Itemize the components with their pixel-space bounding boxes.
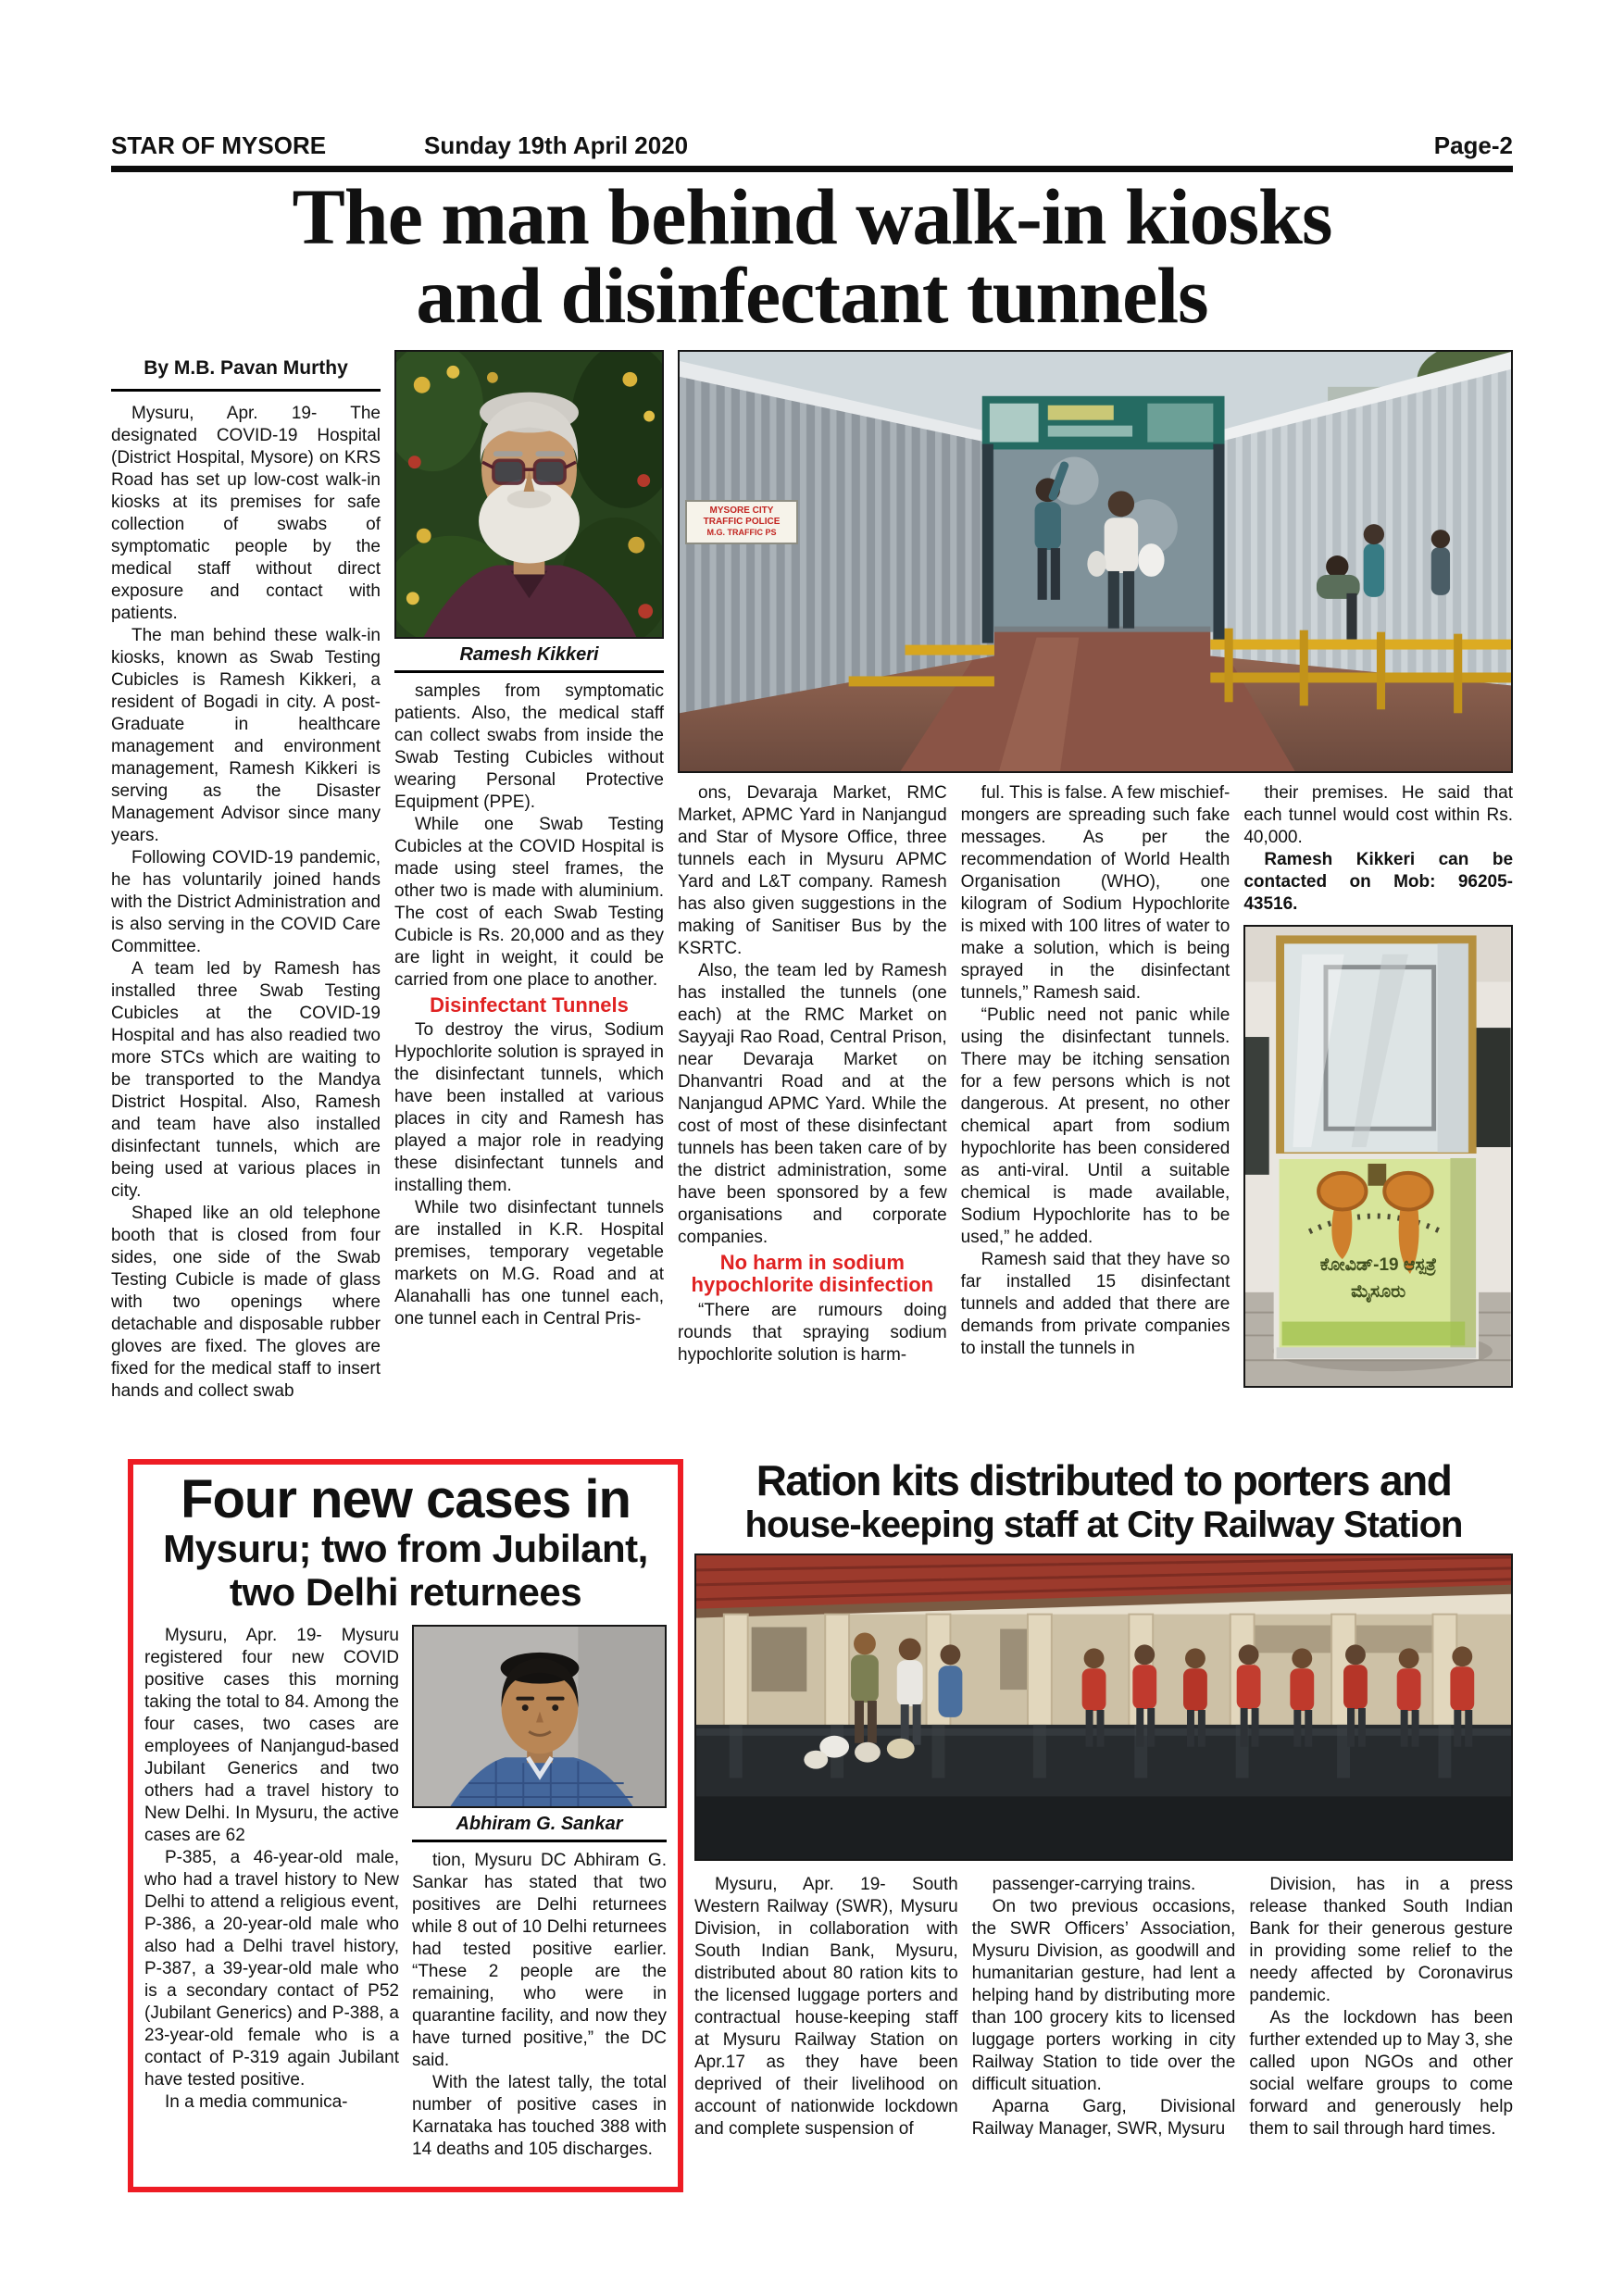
body-paragraph: their premises. He said that each tunnel would cost within Rs. 40,000.	[1243, 783, 1514, 848]
ration-headline-line1: Ration kits distributed to porters and	[756, 1456, 1452, 1505]
body-paragraph: Ramesh said that they have so far installed 15 disinfectant tunnels and added that there are demands from private companies to install the tunnels in	[960, 1250, 1230, 1359]
body-paragraph: While two disinfectant tunnels are installed in K.R. Hospital premises, temporary vegetable markets on M.G. Road and at Alanahalli has one tunnel each, one tunnel each in Central Pris-	[394, 1198, 664, 1329]
lead-headline-line2: and disinfectant tunnels	[416, 251, 1208, 341]
body-paragraph: Also, the team led by Ramesh has installed the tunnels (one each) at the RMC Market on Sayyaji Rao Road, Central Prison, near Devaraja Market on Dhanvantri Road and at the Nanjangud APMC Yard. While the cost of most of these disinfectant tunnels has been taken care of by the district administration, some have been sponsored by a few organisations and corporate companies.	[678, 961, 947, 1248]
masthead	[111, 131, 1513, 161]
masthead-rule	[111, 166, 1513, 172]
body-paragraph: tion, Mysuru DC Abhiram G. Sankar has stated that two positives are Delhi returnees while 8 out of 10 Delhi returnees had tested positive earlier. “These 2 people are the remaining, who were in quarantine facility, and now they have turned positive,” the DC said.	[412, 1851, 667, 2071]
ration-column-1	[694, 1874, 958, 2140]
issue-date: Sunday 19th April 2020	[424, 131, 689, 159]
traffic-police-sign	[685, 500, 798, 544]
body-paragraph: The man behind these walk-in kiosks, known as Swab Testing Cubicles is Ramesh Kikkeri, a resident of Bogadi in city. A post-Graduate in healthcare management and environment management, Ramesh Kikkeri is serving as the Disaster Management Advisor since many years.	[111, 626, 381, 846]
body-paragraph: Shaped like an old telephone booth that is closed from four sides, one side of the Swab Testing Cubicle is made of glass with two openings where detachable and disposable rubber gloves are fixed. The gloves are fixed for the medical staff to insert hands and collect swab	[111, 1204, 381, 1402]
body-paragraph: “There are rumours doing rounds that spraying sodium hypochlorite solution is harm-	[678, 1300, 947, 1365]
body-paragraph: Mysuru, Apr. 19- The designated COVID-19 Hospital (District Hospital, Mysore) on KRS Road has set up low-cost walk-in kiosks at its premises for safe collection of swabs of symptomatic people by the medical staff without direct exposure and contact with patients.	[111, 404, 381, 624]
lead-column-3	[678, 782, 947, 1388]
body-paragraph: With the latest tally, the total number of positive cases in Karnataka has touched 388 with 14 deaths and 105 discharges.	[412, 2073, 667, 2160]
body-paragraph: passenger-carrying trains.	[992, 1875, 1196, 1895]
lead-column-1	[111, 350, 381, 1415]
body-paragraph: “Public need not panic while using the disinfectant tunnels. There may be itching sensation for a few persons which is not dangerous. At present, no other chemical apart from sodium hypochlorite has been considered as anti-viral. Until a suitable chemical is made available, Sodium Hypochlorite has to be used,” he added.	[960, 1005, 1230, 1248]
body-paragraph: Aparna Garg, Divisional Railway Manager, SWR, Mysuru	[971, 2097, 1236, 2140]
body-paragraph: Mysuru, Apr. 19- Mysuru registered four new COVID positive cases this morning taking the total to 84. Among the four cases, two cases are employees of Nanjangud-based Jubilant Generics and two others had a travel history to New Delhi. In Mysuru, the active cases are 62	[144, 1626, 399, 1846]
body-paragraph: Following COVID-19 pandemic, he has voluntarily joined hands with the District Administration and is also serving in the COVID Care Committee.	[111, 848, 381, 957]
body-paragraph: samples from symptomatic patients. Also, the medical staff can collect swabs from inside the Swab Testing Cubicles without wearing Personal Protective Equipment (PPE).	[394, 681, 664, 813]
lead-right-block	[678, 350, 1513, 1415]
cases-column-2	[412, 1625, 667, 2161]
cases-article-box	[128, 1459, 683, 2192]
lead-column-5	[1243, 782, 1513, 1388]
photo-swab-testing-cubicle	[1243, 925, 1513, 1388]
photo-caption-abhiram: Abhiram G. Sankar	[412, 1808, 667, 1842]
page-number: Page-2	[1433, 131, 1513, 159]
photo-disinfectant-tunnel-street	[678, 350, 1513, 773]
body-paragraph: ons, Devaraja Market, RMC Market, APMC Yard in Nanjangud and Star of Mysore Office, three tunnels each in Mysuru APMC Yard and L&T company. Ramesh has also given suggestions in the making of Sanitiser Bus by the KSRTC.	[678, 783, 947, 959]
cubicle-sign-line1: ಕೋವಿಡ್-19 ಆಸ್ಪತ್ರೆ	[1319, 1255, 1437, 1276]
ration-column-2	[972, 1874, 1236, 2140]
body-paragraph: As the lockdown has been further extended up to May 3, she called upon NGOs and other social welfare groups to come forward and generously help them to sail through hard times.	[1249, 2008, 1514, 2140]
contact-paragraph: Ramesh Kikkeri can be contacted on Mob: 96205-43516.	[1243, 850, 1514, 915]
lead-column-4	[961, 782, 1230, 1388]
photo-railway-station-distribution	[694, 1554, 1513, 1861]
body-paragraph: A team led by Ramesh has installed three Swab Testing Cubicles at the COVID-19 Hospital and has also readied two more STCs which are waiting to be transported to the Mandya District Hospital. Also, Ramesh and team have also installed disinfectant tunnels, which are being used at various places in city.	[111, 959, 381, 1202]
cubicle-sign-line2: ಮೈಸೂರು	[1351, 1281, 1406, 1302]
body-paragraph: Division, has in a press release thanked South Indian Bank for their generous gesture in providing some relief to the needy affected by Coronavirus pandemic.	[1249, 1875, 1514, 2006]
body-paragraph: ful. This is false. A few mischief-mongers are spreading such fake messages. As per the recommendation of World Health Organisation (WHO), one kilogram of Sodium Hypochlorite is mixed with 100 litres of water to make a solution, which is being sprayed in the disinfectant tunnels,” Ramesh said.	[960, 783, 1230, 1004]
cases-headline-line3: two Delhi returnees	[229, 1570, 582, 1615]
ration-headline-line2: house-keeping staff at City Railway Station	[744, 1504, 1463, 1546]
body-paragraph: Mysuru, Apr. 19- South Western Railway (SWR), Mysuru Division, in collaboration with South Indian Bank, Mysuru, distributed about 80 ration kits to the licensed luggage porters and contractual house-keeping staff at Mysuru Railway Station on Apr.17 as they have been deprived of their livelihood on account of nationwide lockdown and complete suspension of	[694, 1875, 958, 2140]
body-paragraph: P-385, a 46-year-old male, who had a travel history to New Delhi to attend a religious event, P-386, a 20-year-old male who also had a Delhi travel history, P-387, a 39-year-old male who is a secondary contact of P52 (Jubilant Generics) and P-388, a 23-year-old female who is a contact of P-319 again Jubilant have tested positive.	[144, 1848, 399, 2090]
photo-ramesh-kikkeri	[394, 350, 664, 639]
lead-article	[111, 350, 1513, 1415]
ration-column-3	[1249, 1874, 1513, 2140]
lead-headline-line1: The man behind walk-in kiosks	[292, 172, 1332, 261]
body-paragraph: In a media communica-	[165, 2092, 348, 2113]
subhead-no-harm-line2: hypochlorite disinfection	[691, 1273, 934, 1297]
photo-abhiram-g-sankar	[412, 1625, 667, 1808]
photo-caption-ramesh: Ramesh Kikkeri	[394, 639, 664, 673]
traffic-police-sign-line2: M.G. TRAFFIC PS	[706, 528, 777, 538]
lead-column-2	[394, 350, 664, 1415]
ration-article	[694, 1456, 1514, 2192]
subhead-no-harm-line1: No harm in sodium	[719, 1251, 905, 1275]
cases-headline-line1: Four new cases in	[181, 1469, 631, 1530]
subhead-no-harm	[678, 1252, 947, 1296]
bottom-section	[111, 1456, 1514, 2192]
paper-name: STAR OF MYSORE	[111, 131, 327, 159]
body-paragraph: On two previous occasions, the SWR Officers’ Association, Mysuru Division, as goodwill and humanitarian gesture, had lent a helping hand by distributing more than 100 grocery kits to licensed luggage porters working in city Railway Station to tide over the difficult situation.	[971, 1897, 1236, 2095]
cases-column-1	[144, 1625, 399, 2161]
byline: By M.B. Pavan Murthy	[111, 350, 381, 392]
body-paragraph: While one Swab Testing Cubicles at the COVID Hospital is made using steel frames, the other two is made with aluminium. The cost of each Swab Testing Cubicle is Rs. 20,000 and as they are light in weight, it could be carried from one place to another.	[394, 815, 664, 991]
lead-headline	[111, 172, 1513, 341]
cases-headline-line2: Mysuru; two from Jubilant,	[163, 1527, 648, 1571]
traffic-police-sign-line1: MYSORE CITY TRAFFIC POLICE	[703, 505, 781, 528]
cubicle-kannada-sign	[1278, 1253, 1480, 1305]
body-paragraph: To destroy the virus, Sodium Hypochlorite solution is sprayed in the disinfectant tunnels, which have been installed at various places in city and Ramesh has played a major role in readying these disinfectant tunnels and installing them.	[394, 1020, 664, 1196]
subhead-disinfectant-tunnels: Disinfectant Tunnels	[430, 993, 629, 1017]
